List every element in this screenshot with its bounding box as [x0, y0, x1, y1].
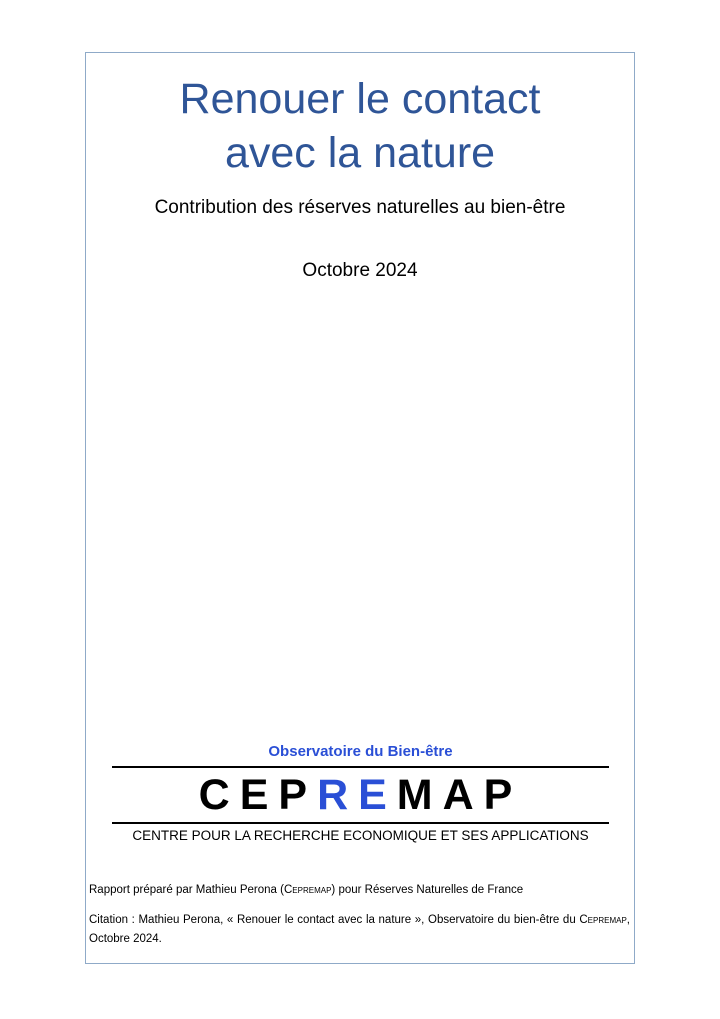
logo-word-part-2: RE — [317, 771, 397, 819]
logo-rule-top — [112, 766, 609, 768]
title-line-1: Renouer le contact — [179, 75, 541, 123]
cepremap-logo — [112, 740, 609, 852]
prepared-text-1: Rapport préparé par Mathieu Perona ( — [89, 884, 284, 896]
citation-note — [89, 911, 630, 949]
title-line-2: avec la nature — [224, 129, 496, 177]
logo-wordmark — [112, 770, 609, 820]
logo-tagline: CENTRE POUR LA RECHERCHE ECONOMIQUE ET SES APPLICATIONS — [132, 828, 589, 843]
prepared-by-note — [89, 884, 629, 896]
logo-word-part-1: CEP — [198, 771, 318, 819]
prepared-text-2: ) pour Réserves Naturelles de France — [331, 884, 524, 896]
prepared-org: Cepremap — [283, 884, 332, 896]
citation-org: Cepremap — [579, 914, 627, 926]
citation-text-2: , Octobre 2024. — [89, 914, 630, 945]
citation-text-1: Citation : Mathieu Perona, « Renouer le contact avec la nature », Observatoire du bien-être du — [89, 914, 580, 926]
logo-observatory-label: Observatoire du Bien-être — [268, 743, 453, 760]
document-date: Octobre 2024 — [302, 260, 418, 281]
document-subtitle: Contribution des réserves naturelles au bien-être — [154, 197, 566, 218]
document-title — [0, 72, 720, 180]
logo-rule-bottom — [112, 822, 609, 824]
logo-word-part-3: MAP — [396, 771, 523, 819]
